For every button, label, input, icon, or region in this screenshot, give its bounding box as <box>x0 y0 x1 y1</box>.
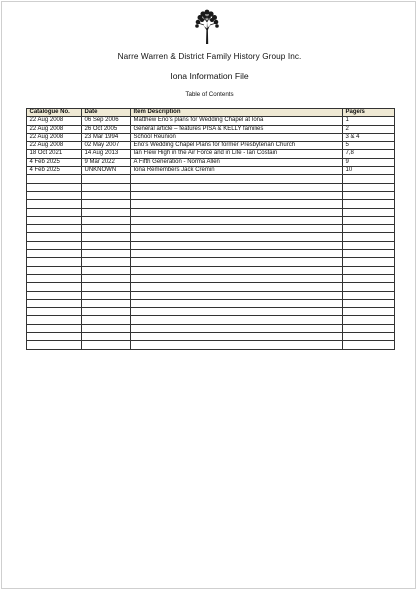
date-cell <box>82 333 131 341</box>
pages-cell: 1 <box>343 117 395 125</box>
pages-cell <box>343 308 395 316</box>
catalogue-cell: 22 Aug 2008 <box>27 125 82 133</box>
date-cell <box>82 291 131 299</box>
date-cell <box>82 183 131 191</box>
date-cell: 14 Aug 2013 <box>82 150 131 158</box>
description-cell <box>131 333 343 341</box>
table-row <box>27 341 395 349</box>
pages-cell <box>343 225 395 233</box>
table-row <box>27 225 395 233</box>
pages-cell <box>343 333 395 341</box>
date-cell <box>82 241 131 249</box>
catalogue-cell: 18 Oct 2021 <box>27 150 82 158</box>
column-header-pages: Page/s <box>343 109 395 117</box>
tree-icon <box>193 8 221 44</box>
description-cell <box>131 308 343 316</box>
table-of-contents-title: Table of Contents <box>185 91 234 98</box>
date-cell <box>82 308 131 316</box>
pages-cell <box>343 274 395 282</box>
pages-cell <box>343 175 395 183</box>
description-cell <box>131 250 343 258</box>
table-row <box>27 125 395 133</box>
description-cell <box>131 241 343 249</box>
description-cell <box>131 200 343 208</box>
date-cell <box>82 250 131 258</box>
catalogue-cell <box>27 241 82 249</box>
description-cell <box>131 291 343 299</box>
table-row <box>27 167 395 175</box>
table-row <box>27 250 395 258</box>
table-row <box>27 142 395 150</box>
description-cell: Matthew Eno’s plans for Wedding Chapel at Iona <box>131 117 343 125</box>
table-row <box>27 191 395 199</box>
date-cell <box>82 283 131 291</box>
catalogue-cell <box>27 291 82 299</box>
contents-table <box>26 108 395 350</box>
date-cell: 02 May 2007 <box>82 142 131 150</box>
table-row <box>27 299 395 307</box>
date-cell <box>82 200 131 208</box>
catalogue-cell <box>27 324 82 332</box>
date-cell <box>82 233 131 241</box>
pages-cell: 7,8 <box>343 150 395 158</box>
pages-cell <box>343 191 395 199</box>
pages-cell <box>343 233 395 241</box>
table-row <box>27 333 395 341</box>
description-cell <box>131 183 343 191</box>
catalogue-cell: 4 Feb 2025 <box>27 158 82 166</box>
table-row <box>27 316 395 324</box>
date-cell: UNKNOWN <box>82 167 131 175</box>
catalogue-cell <box>27 250 82 258</box>
description-cell: A Fifth Generation - Norma Allen <box>131 158 343 166</box>
table-row <box>27 133 395 141</box>
table-header-row <box>27 109 395 117</box>
description-cell <box>131 225 343 233</box>
catalogue-cell <box>27 216 82 224</box>
pages-cell <box>343 291 395 299</box>
description-cell <box>131 283 343 291</box>
date-cell <box>82 208 131 216</box>
pages-cell <box>343 258 395 266</box>
table-row <box>27 241 395 249</box>
table-row <box>27 291 395 299</box>
table-row <box>27 175 395 183</box>
catalogue-cell <box>27 200 82 208</box>
table-row <box>27 200 395 208</box>
pages-cell <box>343 241 395 249</box>
table-row <box>27 283 395 291</box>
catalogue-cell <box>27 266 82 274</box>
pages-cell <box>343 216 395 224</box>
table-row <box>27 233 395 241</box>
table-row <box>27 258 395 266</box>
date-cell: 23 Mar 1994 <box>82 133 131 141</box>
pages-cell <box>343 341 395 349</box>
table-row <box>27 216 395 224</box>
table-row <box>27 117 395 125</box>
description-cell <box>131 175 343 183</box>
catalogue-cell: 4 Feb 2025 <box>27 167 82 175</box>
catalogue-cell <box>27 274 82 282</box>
catalogue-cell <box>27 283 82 291</box>
date-cell <box>82 258 131 266</box>
description-cell <box>131 191 343 199</box>
catalogue-cell <box>27 316 82 324</box>
catalogue-cell <box>27 233 82 241</box>
column-header-date: Date <box>82 109 131 117</box>
description-cell <box>131 324 343 332</box>
pages-cell <box>343 250 395 258</box>
description-cell <box>131 299 343 307</box>
date-cell <box>82 316 131 324</box>
date-cell: 06 Sep 2006 <box>82 117 131 125</box>
table-row <box>27 150 395 158</box>
description-cell <box>131 266 343 274</box>
date-cell <box>82 341 131 349</box>
description-cell <box>131 216 343 224</box>
pages-cell <box>343 183 395 191</box>
pages-cell: 5 <box>343 142 395 150</box>
description-cell: Ian Flew High in the Air Force and in Life - Ian Costain <box>131 150 343 158</box>
organization-name: Narre Warren & District Family History Group Inc. <box>117 52 302 61</box>
catalogue-cell <box>27 341 82 349</box>
pages-cell: 2 <box>343 125 395 133</box>
catalogue-cell <box>27 333 82 341</box>
catalogue-cell <box>27 208 82 216</box>
table-row <box>27 308 395 316</box>
date-cell <box>82 216 131 224</box>
catalogue-cell <box>27 191 82 199</box>
catalogue-cell: 22 Aug 2008 <box>27 142 82 150</box>
catalogue-cell <box>27 258 82 266</box>
pages-cell <box>343 316 395 324</box>
catalogue-cell <box>27 183 82 191</box>
catalogue-cell <box>27 308 82 316</box>
description-cell: Eno’s Wedding Chapel Plans for former Presbyterian Church <box>131 142 343 150</box>
file-title: Iona Information File <box>170 71 249 81</box>
description-cell <box>131 233 343 241</box>
description-cell <box>131 274 343 282</box>
description-cell <box>131 208 343 216</box>
column-header-catalogue: Catalogue No. <box>27 109 82 117</box>
date-cell <box>82 175 131 183</box>
description-cell <box>131 341 343 349</box>
description-cell: General article – features PISA & KELLY families <box>131 125 343 133</box>
table-row <box>27 208 395 216</box>
pages-cell: 3 & 4 <box>343 133 395 141</box>
table-row <box>27 266 395 274</box>
catalogue-cell: 22 Aug 2008 <box>27 133 82 141</box>
date-cell <box>82 274 131 282</box>
date-cell: 9 Mar 2022 <box>82 158 131 166</box>
description-cell: School Reunion <box>131 133 343 141</box>
catalogue-cell <box>27 299 82 307</box>
description-cell <box>131 258 343 266</box>
date-cell <box>82 324 131 332</box>
table-row <box>27 274 395 282</box>
pages-cell <box>343 200 395 208</box>
pages-cell <box>343 299 395 307</box>
date-cell <box>82 225 131 233</box>
pages-cell <box>343 266 395 274</box>
catalogue-cell <box>27 225 82 233</box>
date-cell <box>82 266 131 274</box>
table-row <box>27 324 395 332</box>
pages-cell <box>343 208 395 216</box>
description-cell: Iona Remembers Jack Cremin <box>131 167 343 175</box>
date-cell <box>82 191 131 199</box>
pages-cell: 9 <box>343 158 395 166</box>
column-header-description: Item Description <box>131 109 343 117</box>
description-cell <box>131 316 343 324</box>
catalogue-cell: 22 Aug 2008 <box>27 117 82 125</box>
table-row <box>27 183 395 191</box>
pages-cell <box>343 324 395 332</box>
date-cell <box>82 299 131 307</box>
pages-cell: 10 <box>343 167 395 175</box>
date-cell: 26 Oct 2005 <box>82 125 131 133</box>
table-row <box>27 158 395 166</box>
catalogue-cell <box>27 175 82 183</box>
pages-cell <box>343 283 395 291</box>
